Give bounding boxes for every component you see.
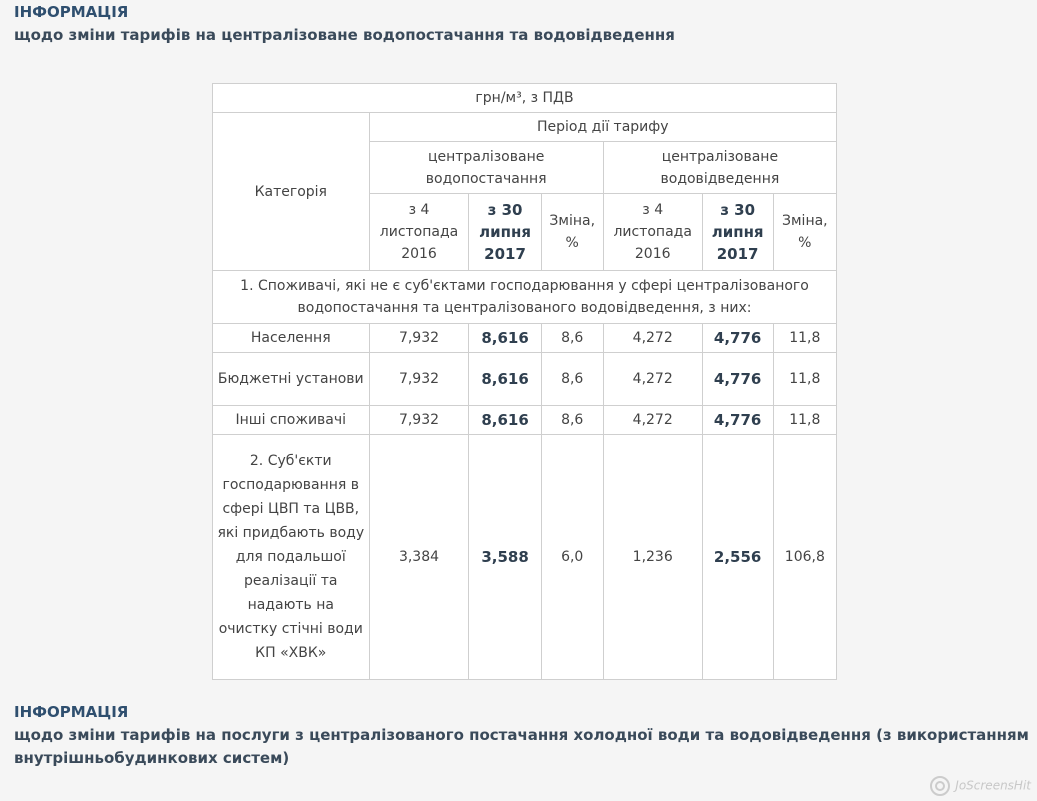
info-title-1: ІНФОРМАЦІЯ bbox=[14, 3, 129, 21]
sewage-old-value: 4,272 bbox=[603, 406, 702, 435]
water-old-value: 3,384 bbox=[369, 435, 469, 680]
water-new-value: 3,588 bbox=[469, 435, 541, 680]
section-1-header: 1. Споживачі, які не є суб'єктами господарювання у сфері централізованого водопостачання та централізованого водовідведення, з них: bbox=[213, 271, 837, 324]
category-header: Категорія bbox=[213, 113, 370, 271]
sewage-old-value: 4,272 bbox=[603, 324, 702, 353]
tariff-table bbox=[212, 83, 837, 680]
sewage-col-change: Зміна, % bbox=[773, 194, 836, 271]
info-heading-1 bbox=[14, 1, 675, 47]
sewage-col-2016: з 4 листопада 2016 bbox=[603, 194, 702, 271]
sewage-new-value: 4,776 bbox=[702, 406, 773, 435]
water-change-value: 8,6 bbox=[541, 353, 603, 406]
water-col-2017: з 30 липня 2017 bbox=[469, 194, 541, 271]
table-row bbox=[213, 406, 837, 435]
table-row bbox=[213, 324, 837, 353]
row-category: Інші споживачі bbox=[213, 406, 370, 435]
info-title-2: ІНФОРМАЦІЯ bbox=[14, 703, 129, 721]
camera-lens-icon bbox=[929, 775, 951, 797]
sewage-old-value: 1,236 bbox=[603, 435, 702, 680]
sewage-new-value: 2,556 bbox=[702, 435, 773, 680]
info-subtitle-1: щодо зміни тарифів на централізоване водопостачання та водовідведення bbox=[14, 26, 675, 44]
sewage-change-value: 11,8 bbox=[773, 353, 836, 406]
watermark bbox=[929, 775, 1031, 797]
water-col-change: Зміна, % bbox=[541, 194, 603, 271]
sewage-change-value: 11,8 bbox=[773, 324, 836, 353]
watermark-text: JoScreensHit bbox=[955, 778, 1031, 793]
water-new-value: 8,616 bbox=[469, 353, 541, 406]
water-old-value: 7,932 bbox=[369, 353, 469, 406]
water-old-value: 7,932 bbox=[369, 406, 469, 435]
sewage-old-value: 4,272 bbox=[603, 353, 702, 406]
period-header: Період дії тарифу bbox=[369, 113, 836, 142]
info-heading-2 bbox=[14, 701, 1034, 770]
sewage-new-value: 4,776 bbox=[702, 324, 773, 353]
sewage-group-header: централізоване водовідведення bbox=[603, 142, 836, 194]
water-new-value: 8,616 bbox=[469, 406, 541, 435]
sewage-col-2017: з 30 липня 2017 bbox=[702, 194, 773, 271]
water-change-value: 8,6 bbox=[541, 324, 603, 353]
sewage-new-value: 4,776 bbox=[702, 353, 773, 406]
unit-header: грн/м³, з ПДВ bbox=[213, 84, 837, 113]
row-category: 2. Суб'єкти господарювання в сфері ЦВП та ЦВВ, які придбають воду для подальшої реалізації та надають на очистку стічні води КП «ХВК» bbox=[213, 435, 370, 680]
sewage-change-value: 106,8 bbox=[773, 435, 836, 680]
water-old-value: 7,932 bbox=[369, 324, 469, 353]
water-change-value: 6,0 bbox=[541, 435, 603, 680]
table-row bbox=[213, 353, 837, 406]
table-row bbox=[213, 435, 837, 680]
row-category: Населення bbox=[213, 324, 370, 353]
sewage-change-value: 11,8 bbox=[773, 406, 836, 435]
row-category: Бюджетні установи bbox=[213, 353, 370, 406]
info-subtitle-2: щодо зміни тарифів на послуги з централізованого постачання холодної води та водовідведення (з використанням внутрішньобудинкових систем) bbox=[14, 726, 1029, 767]
water-change-value: 8,6 bbox=[541, 406, 603, 435]
water-supply-group-header: централізоване водопостачання bbox=[369, 142, 603, 194]
water-new-value: 8,616 bbox=[469, 324, 541, 353]
water-col-2016: з 4 листопада 2016 bbox=[369, 194, 469, 271]
